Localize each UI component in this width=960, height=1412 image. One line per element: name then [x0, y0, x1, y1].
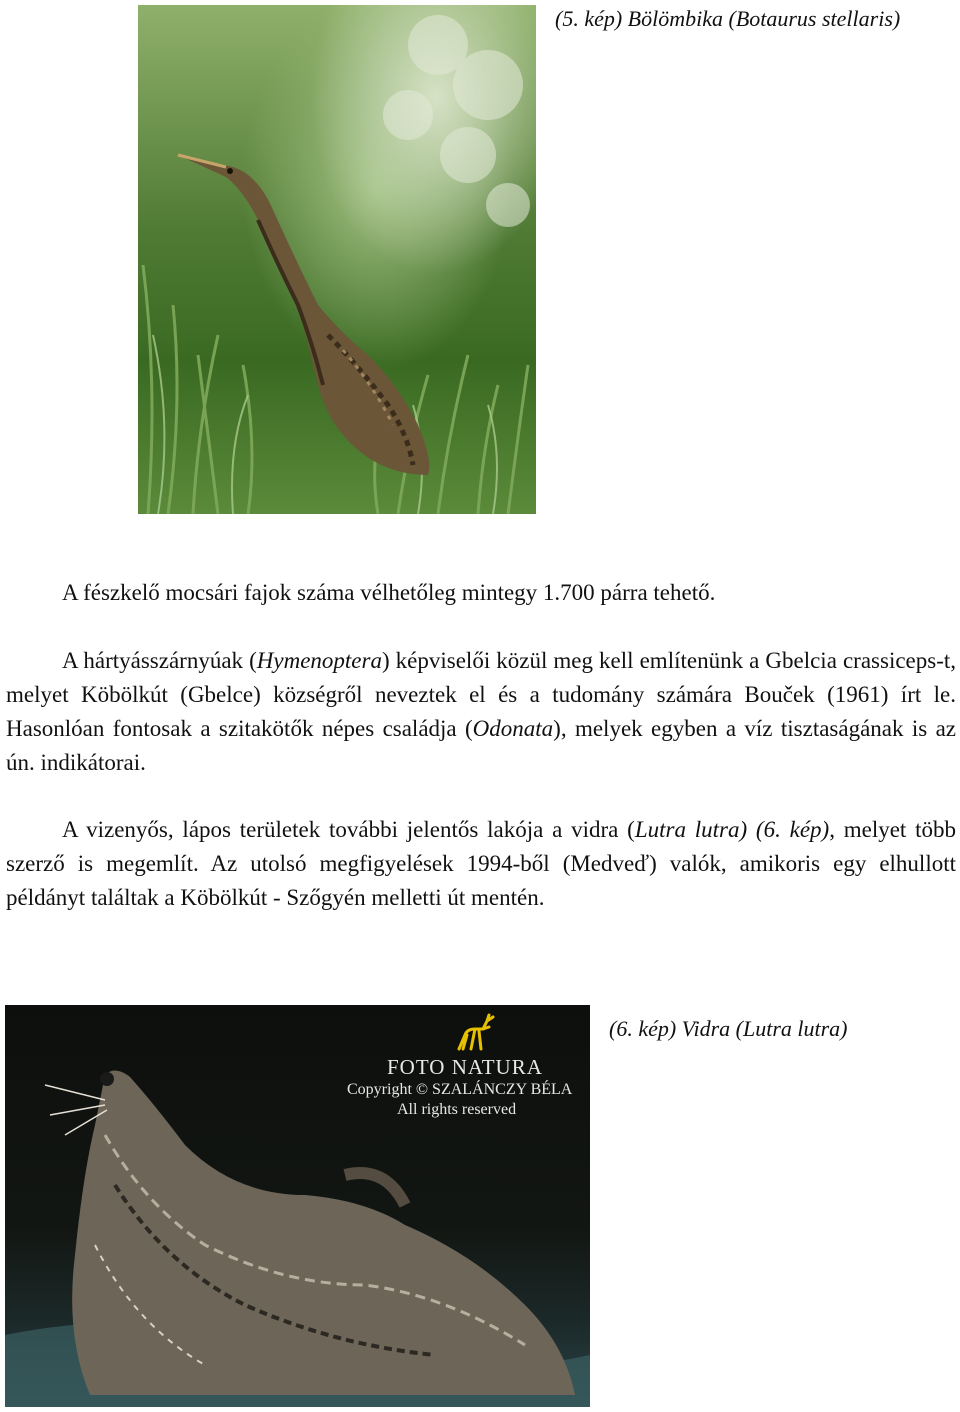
term-odonata: Odonata: [472, 716, 554, 741]
paragraph-otter: [6, 813, 956, 915]
watermark-rights: All rights reserved: [397, 1101, 517, 1118]
paragraph-hymenoptera-text-b: ) képviselői közül meg kell említenünk a Gbelcia crassiceps-t, melyet Köbölkút (Gbelce) községről neveztek el és a tudomány számára Bouček (1961) írt le. Hasonlóan fontosak a szitakötők népes családja (: [6, 648, 956, 741]
watermark-copyright: Copyright © SZALÁNCZY BÉLA: [347, 1081, 573, 1098]
term-hymenoptera: Hymenoptera: [256, 648, 382, 673]
paragraph-otter-text-a: A vizenyős, lápos területek további jelentős lakója a vidra (: [62, 817, 635, 842]
paragraph-hymenoptera-text-a: A hártyásszárnyúak (: [62, 648, 257, 673]
bittern-bird: [178, 155, 429, 475]
paragraph-hymenoptera: [6, 644, 956, 780]
paragraph-nesting-species: A fészkelő mocsári fajok száma vélhetőleg mintegy 1.700 párra tehető.: [62, 580, 716, 605]
bittern-illustration: [138, 5, 536, 514]
term-lutra-lutra: Lutra lutra) (6. kép): [634, 817, 830, 842]
deer-logo-icon: [453, 1013, 497, 1053]
bittern-photo: [138, 5, 536, 514]
paragraph-otter-text-b: , melyet több szerző is megemlít. Az utolsó megfigyelések 1994-ből (Medveď) valók, amikoris egy elhullott példányt találtak a Köbölkút - Szőgyén melletti út mentén.: [6, 817, 956, 910]
bittern-caption: (5. kép) Bölömbika (Botaurus stellaris): [555, 6, 901, 31]
otter-animal: [45, 1070, 575, 1395]
paragraph-hymenoptera-text-c: ), melyek egyben a víz tisztaságának is az ún. indikátorai.: [6, 716, 956, 775]
otter-photo: [5, 1005, 590, 1407]
watermark-brand: FOTO NATURA: [387, 1055, 543, 1079]
otter-caption: (6. kép) Vidra (Lutra lutra): [609, 1016, 848, 1041]
